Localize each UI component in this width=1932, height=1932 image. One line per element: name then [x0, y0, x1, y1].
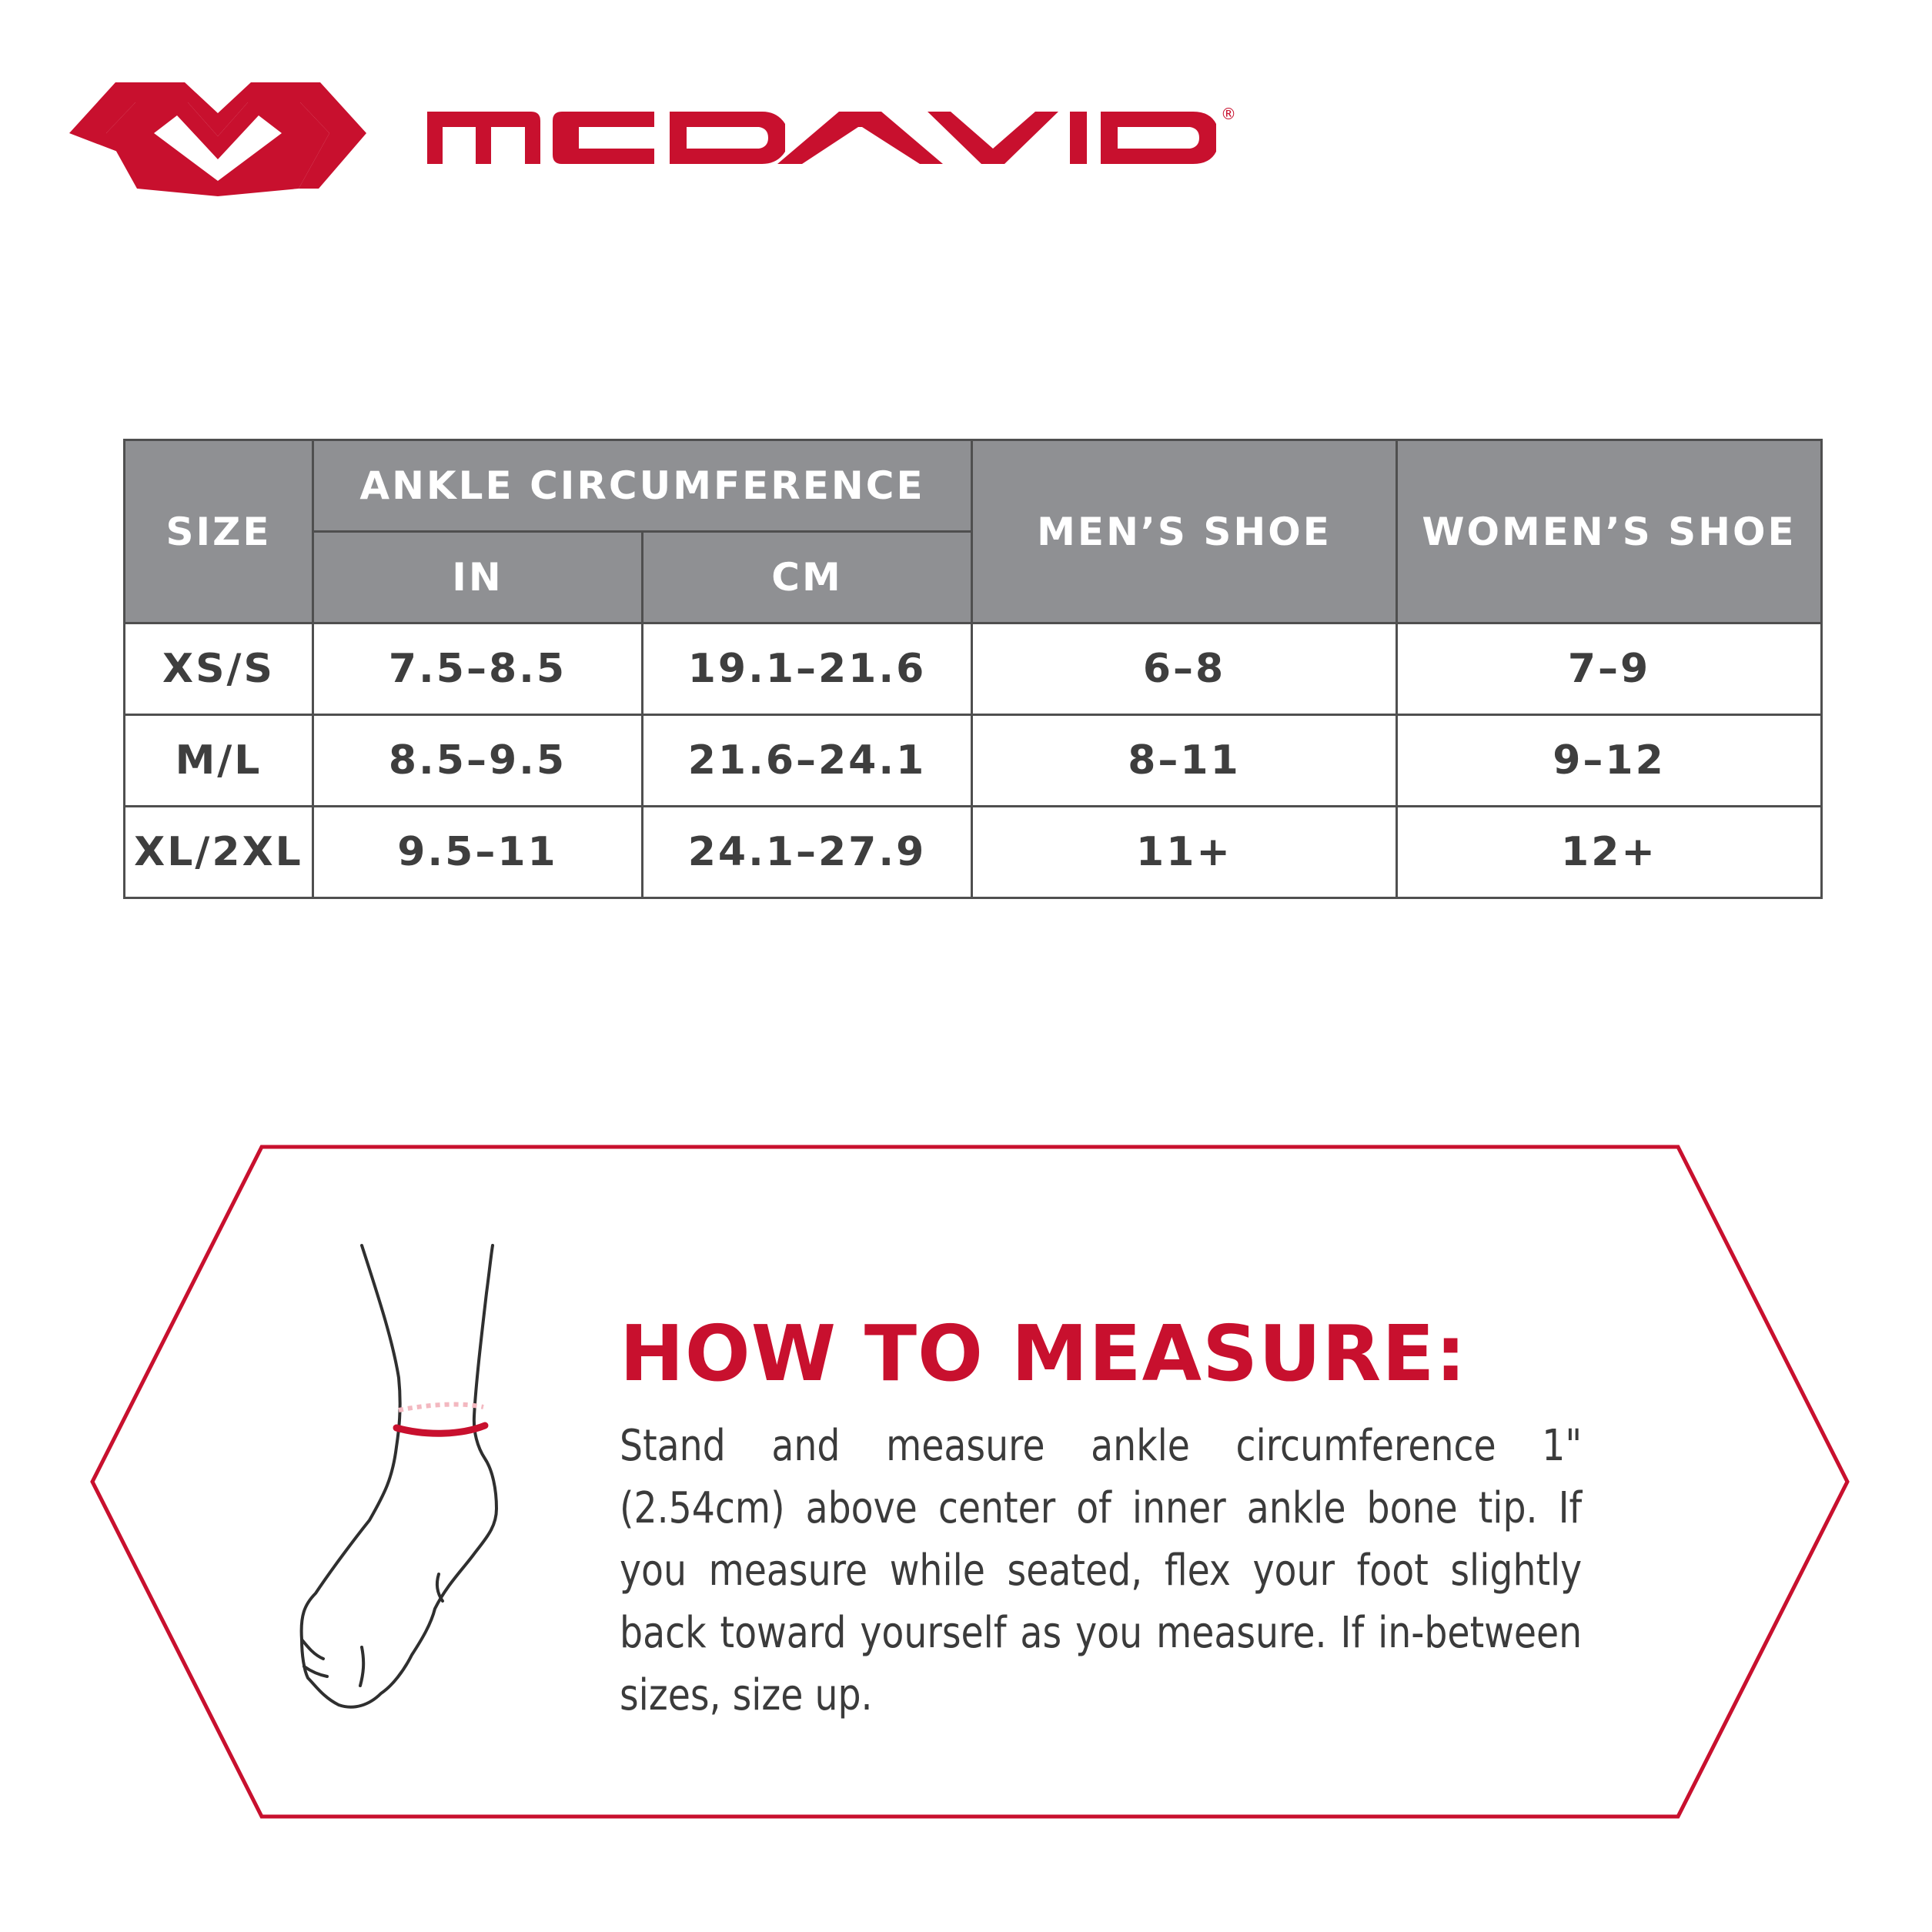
how-to-measure-title: HOW TO MEASURE:: [620, 1309, 1467, 1399]
cell-in: 7.5–8.5: [313, 623, 643, 715]
cell-size: M/L: [125, 715, 313, 807]
cell-cm: 24.1–27.9: [643, 807, 972, 898]
registered-mark: ®: [1221, 105, 1236, 123]
cell-womens-shoe: 12+: [1397, 807, 1822, 898]
measuring-tape-icon: [396, 1405, 485, 1434]
cell-womens-shoe: 7–9: [1397, 623, 1822, 715]
header-size: SIZE: [125, 440, 313, 623]
cell-size: XL/2XL: [125, 807, 313, 898]
cell-cm: 19.1–21.6: [643, 623, 972, 715]
cell-in: 8.5–9.5: [313, 715, 643, 807]
how-to-measure-instructions: Stand and measure ankle circumference 1" (2.54cm) above center of inner ankle bone tip. If you measure while seated, flex your foot slightly back toward yourself as you measure. If in-between sizes, size up.: [620, 1421, 1583, 1720]
cell-cm: 21.6–24.1: [643, 715, 972, 807]
cell-mens-shoe: 6–8: [972, 623, 1397, 715]
cell-in: 9.5–11: [313, 807, 643, 898]
header-mens-shoe: MEN’S SHOE: [972, 440, 1397, 623]
cell-mens-shoe: 8–11: [972, 715, 1397, 807]
header-in: IN: [313, 532, 643, 623]
header-womens-shoe: WOMEN’S SHOE: [1397, 440, 1822, 623]
foot-ankle-measure-icon: [302, 1245, 496, 1707]
cell-mens-shoe: 11+: [972, 807, 1397, 898]
header-cm: CM: [643, 532, 972, 623]
cell-womens-shoe: 9–12: [1397, 715, 1822, 807]
cell-size: XS/S: [125, 623, 313, 715]
header-ankle-circumference: ANKLE CIRCUMFERENCE: [313, 440, 972, 532]
